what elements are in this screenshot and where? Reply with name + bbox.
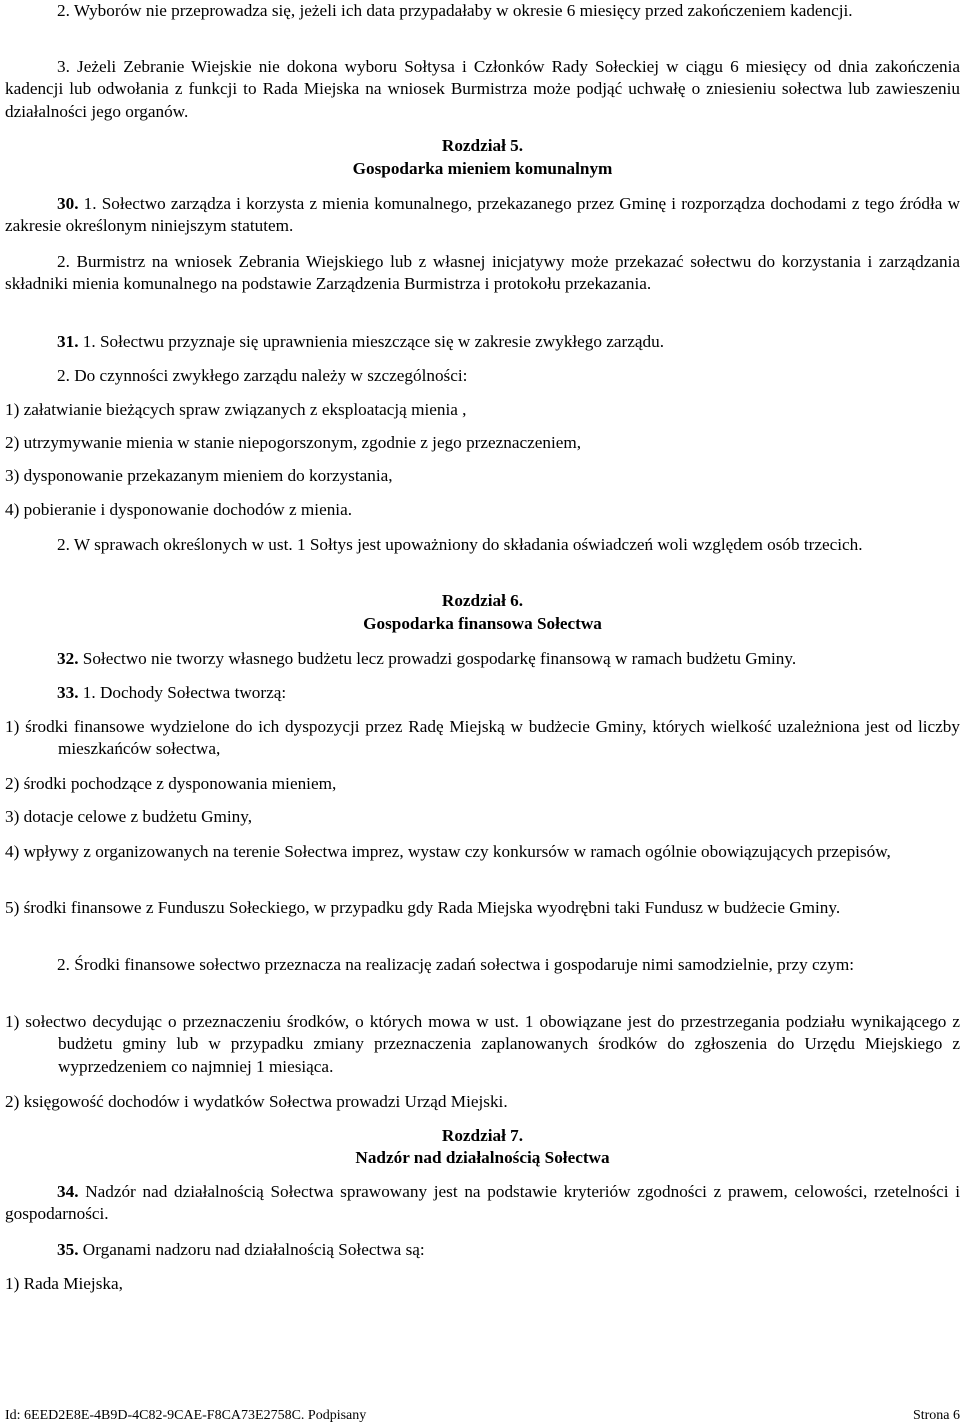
section-35-text: Organami nadzoru nad działalnością Sołectwa są: <box>78 1240 425 1259</box>
section-31-paragraph-1-text: 1. Sołectwu przyznaje się uprawnienia mieszczące się w zakresie zwykłego zarządu. <box>78 332 665 351</box>
section-33-item-4: 4) wpływy z organizowanych na terenie Sołectwa imprez, wystaw czy konkursów w ramach ogólnie obowiązujących przepisów, <box>5 842 891 861</box>
section-33-item-1: 1) środki finansowe wydzielone do ich dyspozycji przez Radę Miejską w budżecie Gminy, których wielkość uzależniona jest od liczby mieszkańców sołectwa, <box>5 717 960 759</box>
section-30-paragraph-1-text: 1. Sołectwo zarządza i korzysta z mienia komunalnego, przekazanego przez Gminę i rozporządza dochodami z tego źródła w zakresie określonym niniejszym statutem. <box>5 194 960 236</box>
section-34-paragraph <box>5 1181 960 1226</box>
document-page <box>5 0 960 1428</box>
paragraph-2-wyborow: 2. Wyborów nie przeprowadza się, jeżeli ich data przypadałaby w okresie 6 miesięcy przed zakończeniem kadencji. <box>57 1 853 20</box>
section-33-paragraph-1 <box>5 682 960 704</box>
section-32-number: 32. <box>57 649 79 668</box>
section-33-item-2: 2) środki pochodzące z dysponowania mieniem, <box>5 774 337 793</box>
section-31-item-3: 3) dysponowanie przekazanym mieniem do korzystania, <box>5 466 393 485</box>
section-31-item-4: 4) pobieranie i dysponowanie dochodów z mienia. <box>5 500 352 519</box>
section-31-item-2: 2) utrzymywanie mienia w stanie niepogorszonym, zgodnie z jego przeznaczeniem, <box>5 433 582 452</box>
chapter-6-number: Rozdział 6. <box>441 591 524 610</box>
section-35-number: 35. <box>57 1240 79 1259</box>
section-35-item-1: 1) Rada Miejska, <box>5 1274 123 1293</box>
section-31-item-1: 1) załatwianie bieżących spraw związanych z eksploatacją mienia , <box>5 400 467 419</box>
chapter-7-number: Rozdział 7. <box>441 1126 524 1145</box>
paragraph-3-jezeli: 3. Jeżeli Zebranie Wiejskie nie dokona wyboru Sołtysa i Członków Rady Sołeckiej w ciągu 6 miesięcy od dnia zakończenia kadencji lub odwołania z funkcji to Rada Miejska na wniosek Burmistrza może podjąć uchwałę o zniesieniu sołectwa lub zawieszeniu działalności jego organów. <box>5 57 960 121</box>
section-31-paragraph-3: 2. W sprawach określonych w ust. 1 Sołtys jest upoważniony do składania oświadczeń woli względem osób trzecich. <box>57 535 863 554</box>
section-32-text: Sołectwo nie tworzy własnego budżetu lecz prowadzi gospodarkę finansową w ramach budżetu Gminy. <box>78 649 797 668</box>
chapter-7-title: Nadzór nad działalnością Sołectwa <box>355 1148 610 1167</box>
section-33-subitem-1: 1) sołectwo decydując o przeznaczeniu środków, o których mowa w ust. 1 obowiązane jest do przestrzegania podziału wynikającego z budżetu gminy lub w przypadku zmiany przeznaczenia zaplanowanych środków do zgłoszenia do Urzędu Miejskiego z wyprzedzeniem co najmniej 1 miesiąca. <box>5 1012 960 1076</box>
section-33-item-3: 3) dotacje celowe z budżetu Gminy, <box>5 807 253 826</box>
document-id: Id: 6EED2E8E-4B9D-4C82-9CAE-F8CA73E2758C. Podpisany <box>5 1408 367 1423</box>
section-33-item-5: 5) środki finansowe z Funduszu Sołeckiego, w przypadku gdy Rada Miejska wyodrębni taki Fundusz w budżecie Gminy. <box>5 898 841 917</box>
section-31-paragraph-2: 2. Do czynności zwykłego zarządu należy w szczególności: <box>57 366 468 385</box>
chapter-5-number: Rozdział 5. <box>441 136 524 155</box>
page-number: Strona 6 <box>912 1408 960 1423</box>
section-35-paragraph <box>5 1239 960 1261</box>
section-31-number: 31. <box>57 332 79 351</box>
section-33-paragraph-2: 2. Środki finansowe sołectwo przeznacza na realizację zadań sołectwa i gospodaruje nimi samodzielnie, przy czym: <box>57 955 854 974</box>
section-33-paragraph-1-text: 1. Dochody Sołectwa tworzą: <box>78 683 287 702</box>
section-34-number: 34. <box>57 1182 79 1201</box>
section-30-number: 30. <box>57 194 79 213</box>
section-30-paragraph-2: 2. Burmistrz na wniosek Zebrania Wiejskiego lub z własnej inicjatywy może przekazać sołectwu do korzystania i zarządzania składniki mienia komunalnego na podstawie Zarządzenia Burmistrza i protokołu przekazania. <box>5 252 960 294</box>
section-31-paragraph-1 <box>5 331 960 353</box>
section-32-paragraph <box>5 648 960 670</box>
chapter-6-title: Gospodarka finansowa Sołectwa <box>363 614 602 633</box>
section-30-paragraph-1 <box>5 193 960 238</box>
section-34-text: Nadzór nad działalnością Sołectwa sprawowany jest na podstawie kryteriów zgodności z prawem, celowości, rzetelności i gospodarności. <box>5 1182 960 1224</box>
section-33-number: 33. <box>57 683 79 702</box>
chapter-5-title: Gospodarka mieniem komunalnym <box>352 159 613 178</box>
section-33-subitem-2: 2) księgowość dochodów i wydatków Sołectwa prowadzi Urząd Miejski. <box>5 1092 508 1111</box>
